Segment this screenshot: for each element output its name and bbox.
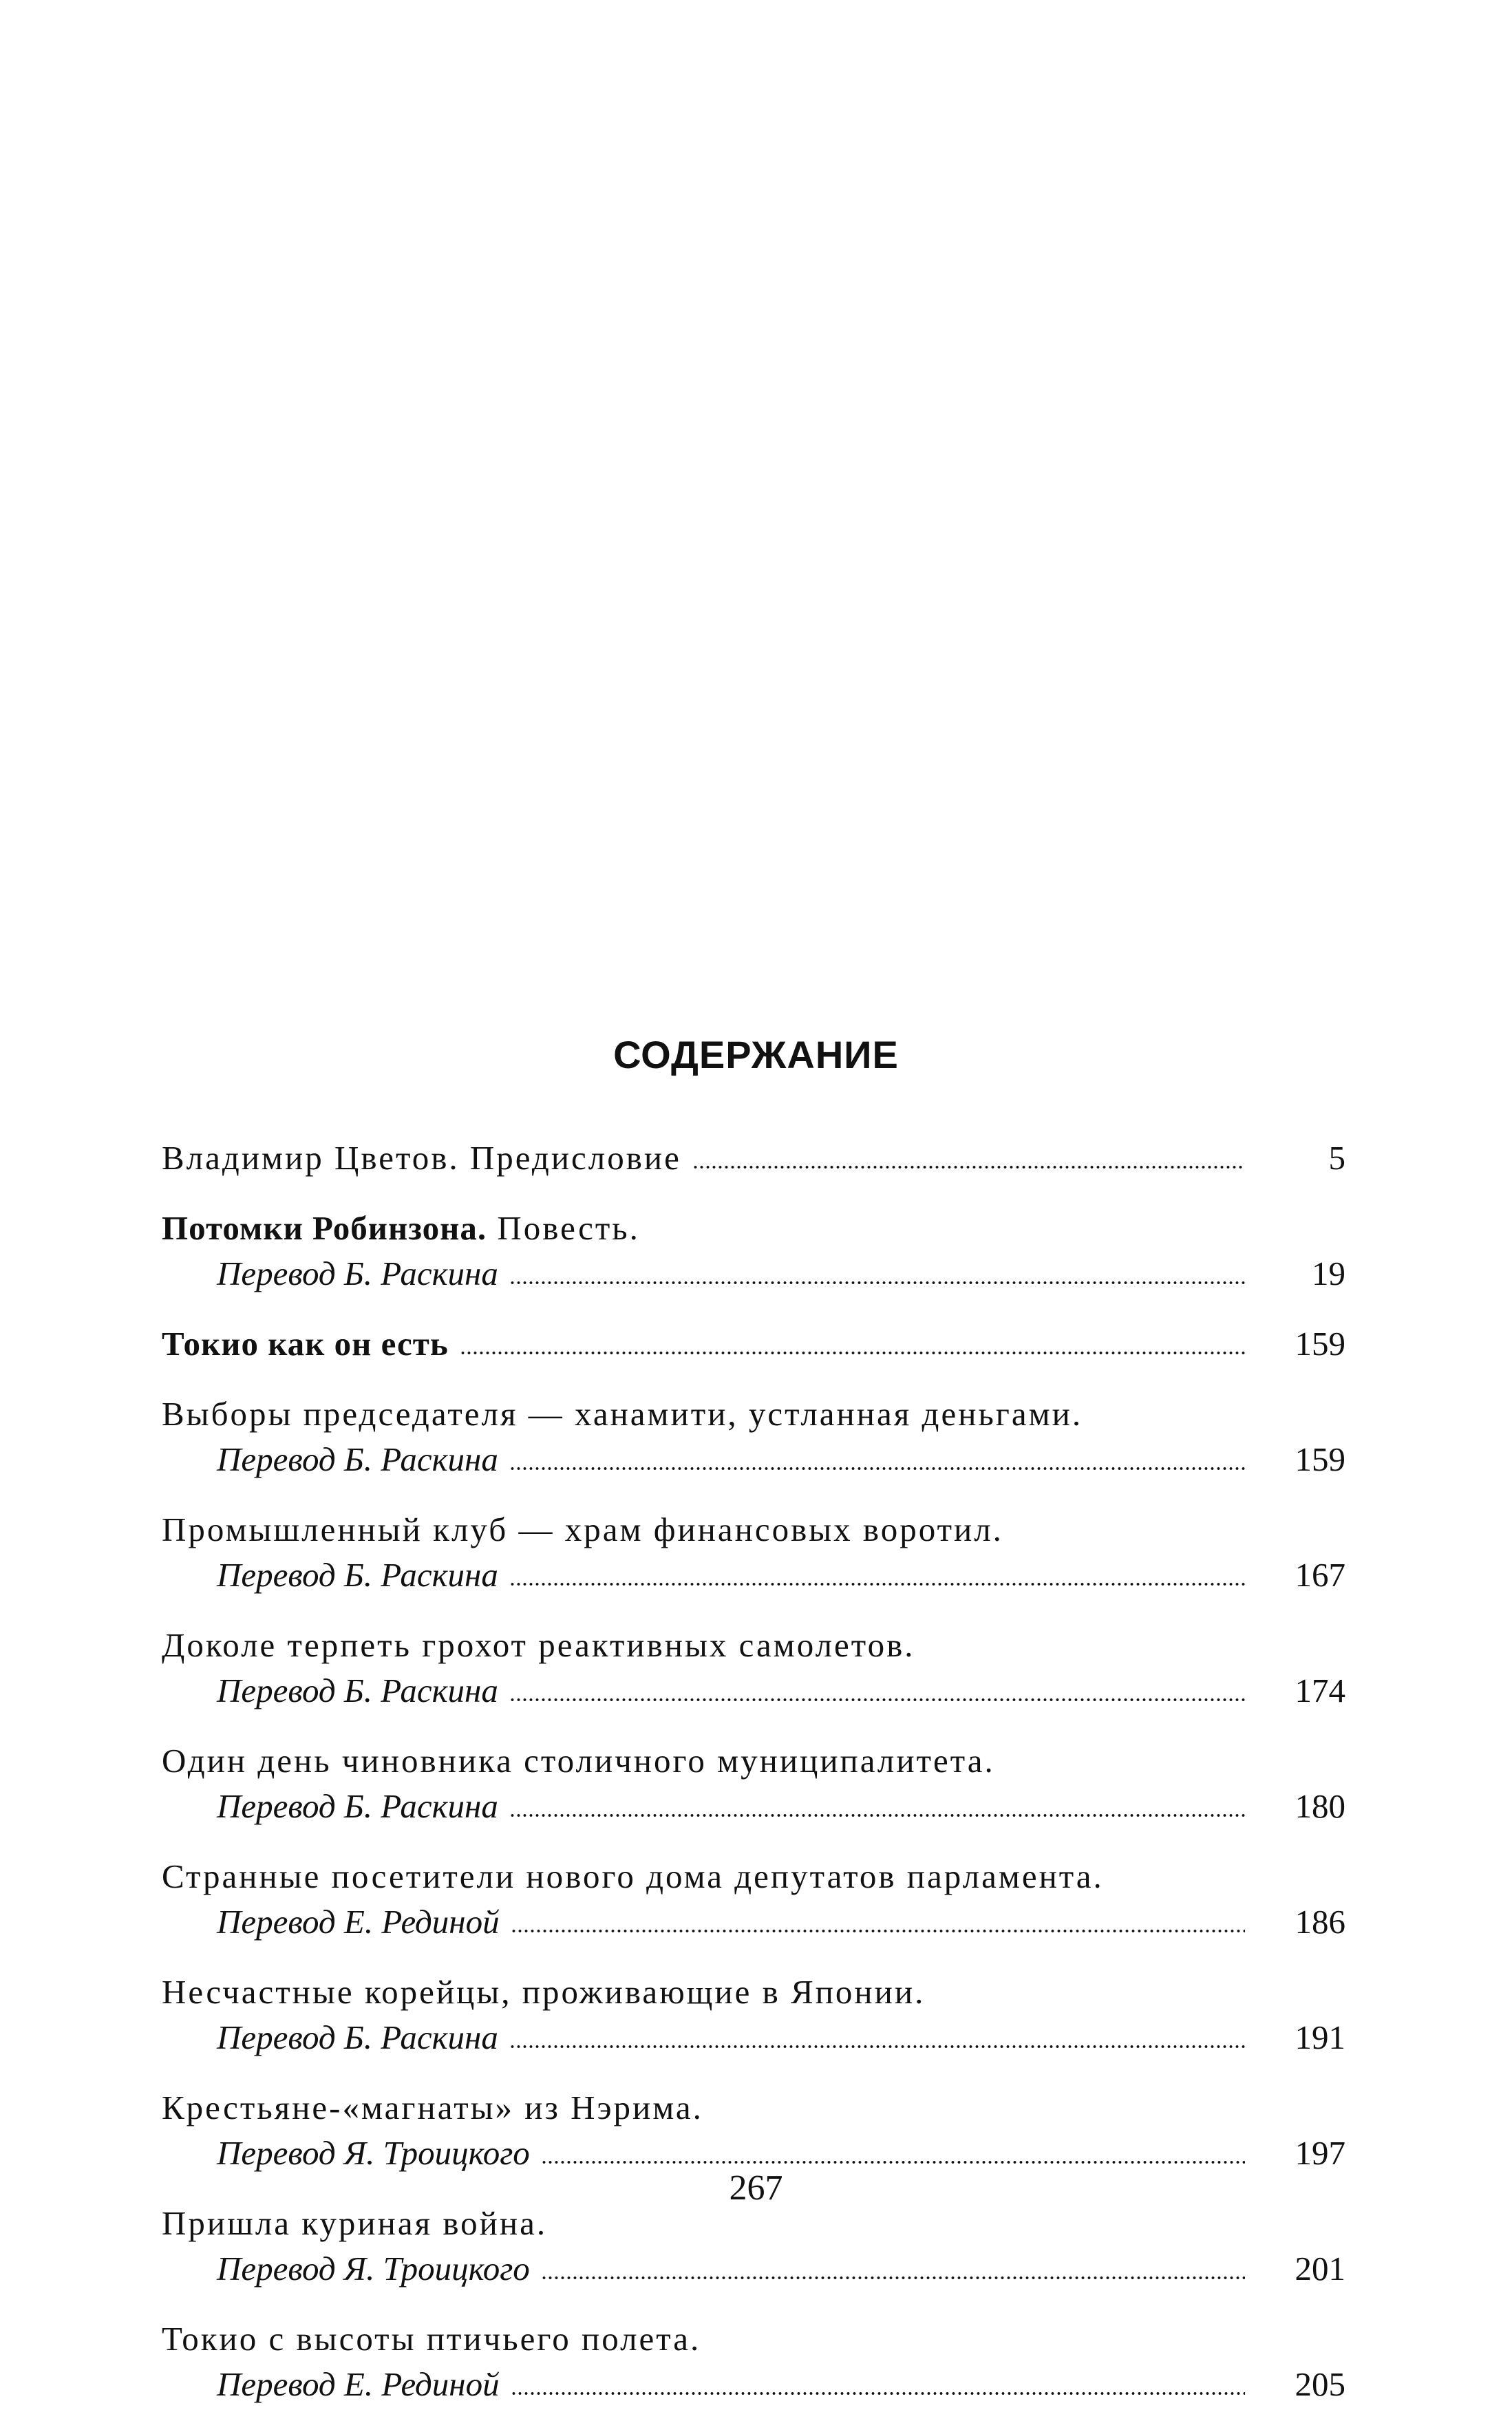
- entry-title: Крестьяне-«магнаты» из Нэрима.: [162, 2089, 703, 2126]
- toc-entry: [162, 2085, 1345, 2176]
- toc-entry: [162, 2316, 1345, 2407]
- page-number: 5: [1328, 1139, 1345, 1177]
- entry-translator: Перевод Я. Троицкого: [217, 2250, 530, 2287]
- entry-translator: Перевод Б. Раскина: [217, 1556, 498, 1594]
- dot-leader: [511, 1928, 1245, 1934]
- page-number: 159: [1295, 1440, 1345, 1478]
- entry-title: [162, 1135, 681, 1181]
- entry-title: Пришла куриная война.: [162, 2204, 548, 2242]
- toc-entry-tokyo-section: [162, 1321, 1345, 1367]
- toc-entry: [162, 2201, 1345, 2292]
- toc-entry: [162, 1854, 1345, 1945]
- toc-entry: [162, 1623, 1345, 1714]
- entry-title: Один день чиновника столичного муниципалитета.: [162, 1742, 995, 1780]
- toc-entry-preface: [162, 1135, 1345, 1181]
- page-number: 197: [1295, 2134, 1345, 2172]
- entry-title-bold: Токио как он есть: [162, 1325, 449, 1363]
- toc-entry: [162, 1970, 1345, 2060]
- entry-translator: Перевод Я. Троицкого: [217, 2134, 530, 2172]
- page-number: 174: [1295, 1672, 1345, 1709]
- entry-title-text: Повесть.: [497, 1209, 640, 1247]
- dot-leader: [692, 1164, 1245, 1170]
- dot-leader: [509, 1280, 1245, 1286]
- entry-title: [162, 1321, 449, 1367]
- page-number: 186: [1295, 1903, 1345, 1941]
- dot-leader: [509, 1697, 1245, 1703]
- page-number: 201: [1295, 2250, 1345, 2287]
- page-title: СОДЕРЖАНИЕ: [613, 1033, 899, 1076]
- dot-leader: [511, 2391, 1245, 2396]
- page-number: 205: [1295, 2365, 1345, 2403]
- toc-entry: [162, 1738, 1345, 1829]
- toc-entry-robinson: [162, 1206, 1345, 1297]
- entry-title: Выборы председателя — ханамити, устланная деньгами.: [162, 1395, 1083, 1433]
- entry-title: Токио с высоты птичьего полета.: [162, 2320, 701, 2358]
- toc-entry: [162, 1391, 1345, 1482]
- entry-title-bold: Потомки Робинзона.: [162, 1209, 487, 1247]
- entry-title: Странные посетители нового дома депутатов парламента.: [162, 1857, 1104, 1895]
- dot-leader: [509, 2044, 1245, 2049]
- page-number: 159: [1295, 1325, 1345, 1363]
- entry-translator: Перевод Б. Раскина: [217, 1787, 498, 1825]
- dot-leader: [509, 1466, 1245, 1471]
- page-number: 19: [1312, 1255, 1345, 1292]
- entry-title-text: Предисловие: [469, 1139, 681, 1177]
- dot-leader: [541, 2159, 1245, 2165]
- entry-translator: Перевод Б. Раскина: [217, 1672, 498, 1709]
- entry-translator: Перевод Б. Раскина: [217, 2018, 498, 2056]
- entry-title: [162, 1206, 640, 1251]
- entry-author: Владимир Цветов.: [162, 1139, 460, 1177]
- dot-leader: [509, 1813, 1245, 1818]
- entry-translator: Перевод Б. Раскина: [217, 1440, 498, 1478]
- dot-leader: [460, 1350, 1245, 1356]
- page-number: 167: [1295, 1556, 1345, 1594]
- dot-leader: [541, 2275, 1245, 2281]
- page-number: 191: [1295, 2018, 1345, 2056]
- entry-translator: Перевод Б. Раскина: [217, 1255, 498, 1292]
- entry-translator: Перевод Е. Рединой: [217, 1903, 500, 1941]
- dot-leader: [509, 1581, 1245, 1587]
- page-folio: 267: [729, 2168, 783, 2208]
- entry-title: Несчастные корейцы, проживающие в Японии.: [162, 1973, 926, 2011]
- entry-title: Промышленный клуб — храм финансовых воротил.: [162, 1511, 1003, 1548]
- page-number: 180: [1295, 1787, 1345, 1825]
- table-of-contents: [162, 1135, 1345, 2432]
- toc-entry: [162, 1507, 1345, 1598]
- entry-title: Доколе терпеть грохот реактивных самолетов.: [162, 1626, 915, 1664]
- entry-translator: Перевод Е. Рединой: [217, 2365, 500, 2403]
